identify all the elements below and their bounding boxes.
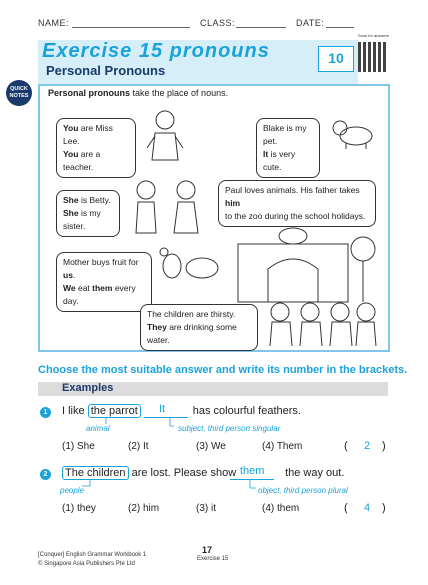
bubble-mother: Mother buys fruit for us. We eat them every day. bbox=[56, 252, 152, 312]
answer-number: 2 bbox=[364, 440, 371, 452]
bubble-betty: She is Betty. She is my sister. bbox=[56, 190, 120, 237]
fruit-icon bbox=[156, 246, 226, 280]
qr-code-icon[interactable] bbox=[358, 42, 388, 72]
qr-caption: Scan for answers bbox=[358, 33, 389, 38]
option-2: (2) him bbox=[128, 503, 160, 514]
annotation-left: people bbox=[60, 486, 85, 495]
bubble-children: The children are thirsty. They are drinking some water. bbox=[140, 304, 258, 351]
question-sentence: I like the parrot has colourful feathers. bbox=[62, 405, 301, 417]
exercise-number: 10 bbox=[328, 50, 344, 66]
annotation-right: object, third person plural bbox=[258, 486, 348, 495]
date-line bbox=[326, 18, 354, 28]
quick-notes-badge: QUICK NOTES bbox=[6, 80, 32, 106]
name-label: NAME: bbox=[38, 18, 70, 28]
bracket-open: ( bbox=[344, 440, 348, 452]
footer-copyright: © Singapore Asia Publishers Pte Ltd bbox=[38, 561, 135, 567]
option-4: (4) Them bbox=[262, 441, 303, 452]
annotation-right: subject, third person singular bbox=[178, 424, 281, 433]
examples-label: Examples bbox=[62, 382, 114, 394]
page-number: 17 bbox=[202, 545, 213, 555]
option-3: (3) it bbox=[196, 503, 216, 514]
option-3: (3) We bbox=[196, 441, 226, 452]
bracket-close: ) bbox=[382, 502, 386, 514]
bubble-pet: Blake is my pet. It is very cute. bbox=[256, 118, 320, 178]
annotation-left: animal bbox=[86, 424, 110, 433]
name-line bbox=[72, 18, 190, 28]
zoo-gate-icon bbox=[228, 224, 378, 304]
children-drinking-icon bbox=[262, 298, 380, 348]
sisters-figure-icon bbox=[126, 178, 210, 236]
intro-rest: take the place of nouns. bbox=[130, 88, 229, 98]
bubble-miss-lee: You are Miss Lee. You are a teacher. bbox=[56, 118, 136, 178]
exercise-title: Exercise 15 pronouns bbox=[42, 40, 270, 62]
option-2: (2) It bbox=[128, 441, 149, 452]
footer-book: [Conquer] English Grammar Workbook 1 bbox=[38, 552, 147, 558]
bracket-close: ) bbox=[382, 440, 386, 452]
date-label: DATE: bbox=[296, 18, 325, 28]
answer-number: 4 bbox=[364, 502, 371, 514]
intro-bold: Personal pronouns bbox=[48, 88, 131, 98]
question-number: 1 bbox=[40, 407, 51, 418]
footer-exercise: Exercise 15 bbox=[197, 556, 229, 562]
bracket-open: ( bbox=[344, 502, 348, 514]
annotation-arrows bbox=[60, 480, 270, 494]
answer-blank: It bbox=[159, 403, 166, 415]
teacher-figure-icon bbox=[140, 108, 190, 163]
question-sentence: The children are lost. Please show the way out. bbox=[62, 467, 344, 479]
bubble-paul: Paul loves animals. His father takes him to the zoo during the school holidays. bbox=[218, 180, 376, 227]
option-1: (1) She bbox=[62, 441, 95, 452]
instruction-text: Choose the most suitable answer and write its number in the brackets. bbox=[38, 364, 408, 376]
dog-icon bbox=[328, 116, 380, 150]
class-line bbox=[236, 18, 286, 28]
exercise-subtitle: Personal Pronouns bbox=[46, 63, 166, 78]
answer-blank: them bbox=[240, 465, 265, 477]
question-number: 2 bbox=[40, 469, 51, 480]
option-4: (4) them bbox=[262, 503, 300, 514]
notes-intro bbox=[48, 88, 228, 98]
option-1: (1) they bbox=[62, 503, 96, 514]
class-label: CLASS: bbox=[200, 18, 236, 28]
